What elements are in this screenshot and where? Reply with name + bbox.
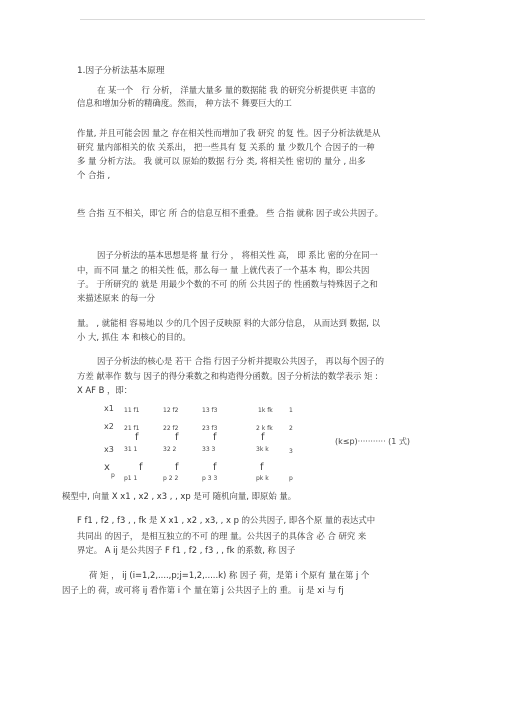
equation-term: 22 f2 — [163, 425, 179, 432]
equation-term: 21 f1 — [124, 425, 140, 432]
paragraph-line: F f1 , f2 , f3 , , fk 是 X x1 , x2 , x3, , x p 的公共因子, 即各个原 量的表达式中 — [77, 515, 376, 525]
equation-term: 3k k — [256, 446, 269, 453]
paragraph-line: 界定。 A ij 是公共因子 F f1 , f2 , f3 , , fk 的系数, 称 因子 — [77, 545, 296, 555]
paragraph-line: 因子上的 荷，或可将 ij 看作第 i 个 量在第 j 公共因子上的 重。 ij 是 xi 与 fj — [62, 585, 344, 595]
equation-factor: f — [135, 432, 139, 443]
page-header-rule — [80, 19, 425, 20]
equation-lhs: x2 — [104, 422, 114, 431]
equation-lhs: x3 — [104, 445, 114, 454]
paragraph-line: 些 合指 互不相关，即它 所 合的信息互相不重叠。 些 合指 就称 因子或公共因子。 — [77, 208, 384, 218]
equation-factor: f — [260, 462, 264, 473]
equation-term: p 2 2 — [163, 475, 179, 482]
paragraph-line: 研究 量内部相关的依 关系出， 把一些具有 复 关系的 量 少数几个 合因子的一种 — [77, 142, 375, 152]
equation-epsilon: 3 — [289, 448, 293, 455]
paragraph-line: 方差 献率作 数与 因子的得分乘数之和构造得分函数。因子分析法的数学表示 矩 : — [77, 371, 378, 381]
paragraph-line: 模型中, 向量 X x1 , x2 , x3 , , xp 是可 随机向量, 即原始 量。 — [62, 491, 297, 501]
equation-term: 31 1 — [124, 446, 138, 453]
equation-lhs: x — [104, 462, 110, 473]
paragraph-line: 个 合指 , — [77, 170, 111, 180]
equation-term: 33 3 — [202, 446, 216, 453]
equation-factor: f — [175, 462, 179, 473]
equation-factor: f — [139, 462, 143, 473]
section-heading: 1.因子分析法基本原理 — [77, 66, 165, 76]
paragraph-line: 小 大, 抓住 本 和核心的目的。 — [77, 332, 191, 342]
equation-term: 2 k fk — [256, 425, 273, 432]
paragraph-line: 共同出 的因子， 是相互独立的不可 的理 量。公共因子的具体含 必 合 研究 来 — [77, 531, 367, 541]
paragraph-line: 量。 , 就能相 容易地以 少的几个因子反映原 料的大部分信息， 从而达到 数据, 以 — [77, 318, 380, 328]
paragraph-line: X AF B ，即： — [77, 385, 133, 395]
equation-factor: f — [175, 432, 179, 443]
paragraph-line: 因子分析法的核心是 若干 合指 行因子分析并提取公共因子， 再以每个因子的 — [97, 356, 385, 366]
equation-factor: f — [213, 462, 217, 473]
paragraph-line: 来描述原来 的每一分 — [77, 293, 156, 303]
equation-tag: (k≤p)··········· (1 式) — [335, 437, 411, 446]
equation-lhs: x1 — [104, 404, 114, 413]
paragraph-line: 信息和增加分析的精确度。然而， 种方法不 舞要巨大的工 — [77, 98, 292, 108]
equation-term: pk k — [256, 475, 269, 482]
equation-term: 32 2 — [163, 446, 177, 453]
equation-factor: f — [261, 432, 265, 443]
paragraph-line: 荷 矩 ， ij (i=1,2,....,p;j=1,2,.....k) 称 因子 荷，是第 i 个原有 量在第 j 个 — [89, 570, 370, 580]
equation-term: 12 f2 — [163, 407, 179, 414]
paragraph-line: 中，而不同 量之 的相关性 低，那么每一 量 上就代表了一个基本 构，即公共因 — [77, 265, 370, 275]
equation-term: 11 f1 — [124, 407, 140, 414]
equation-epsilon: 2 — [289, 425, 293, 432]
equation-term: 23 f3 — [202, 425, 218, 432]
equation-term: 13 f3 — [202, 407, 218, 414]
equation-subscript: p — [111, 472, 115, 479]
equation-term: p 3 3 — [202, 475, 218, 482]
equation-epsilon: 1 — [289, 407, 293, 414]
equation-term: 1k fk — [258, 407, 273, 414]
paragraph-line: 子。 于所研究的 就是 用最少个数的不可 的所 公共因子的 性函数与特殊因子之和 — [77, 279, 378, 289]
paragraph-line: 因子分析法的基本思想是将 量 行分 ， 将相关性 高， 即 系比 密的分在同一 — [97, 250, 378, 260]
equation-factor: f — [213, 432, 217, 443]
paragraph-line: 在 某一个 行 分析， 洋量大量多 量的数据能 我 的研究分析提供更 丰富的 — [97, 85, 376, 95]
paragraph-line: 作量, 并且可能会因 量之 存在相关性而增加了我 研究 的复 性。因子分析法就是从 — [77, 128, 381, 138]
equation-epsilon: p — [289, 475, 293, 482]
paragraph-line: 多 量 分析方法。 我 就可以 原始的数据 行分 类, 将相关性 密切的 量分 , 出多 — [77, 156, 366, 166]
equation-term: p1 1 — [124, 475, 138, 482]
